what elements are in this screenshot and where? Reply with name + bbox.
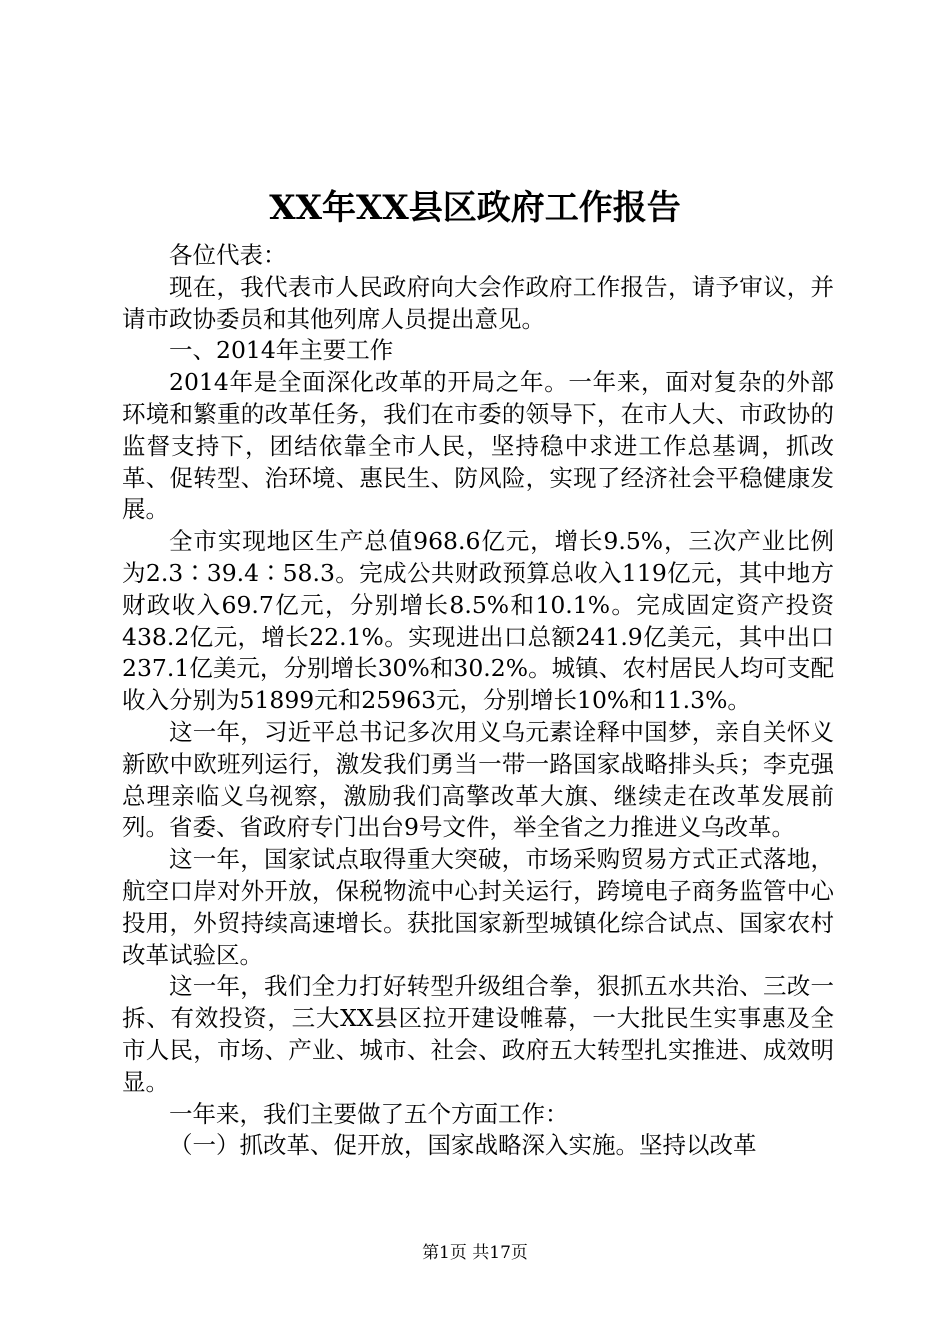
paragraph-this-year-2: 这一年，国家试点取得重大突破，市场采购贸易方式正式落地，航空口岸对外开放，保税物流中心封关运行，跨境电子商务监管中心投用，外贸持续高速增长。获批国家新型城镇化综合试点、国家农村改革试验区。	[122, 845, 834, 969]
paragraph-this-year-3: 这一年，我们全力打好转型升级组合拳，狠抓五水共治、三改一拆、有效投资，三大XX县区拉开建设帷幕，一大批民生实事惠及全市人民，市场、产业、城市、社会、政府五大转型扎实推进、成效明显。	[122, 972, 834, 1096]
paragraph-salutation: 各位代表：	[169, 241, 287, 269]
document-body	[122, 240, 834, 1162]
page-number: 第1页 共17页	[422, 1243, 528, 1263]
section-heading: 一、2014年主要工作	[169, 336, 394, 365]
paragraph-intro: 现在，我代表市人民政府向大会作政府工作报告，请予审议，并请市政协委员和其他列席人员提出意见。	[122, 272, 834, 333]
paragraph-five-aspects: 一年来，我们主要做了五个方面工作：	[169, 1099, 569, 1128]
paragraph-this-year-1: 这一年，习近平总书记多次用义乌元素诠释中国梦，亲自关怀义新欧中欧班列运行，激发我们勇当一带一路国家战略排头兵；李克强总理亲临义乌视察，激励我们高擎改革大旗、继续走在改革发展前列。省委、省政府专门出台9号文件，举全省之力推进义乌改革。	[122, 717, 834, 842]
paragraph-subsection-1: （一）抓改革、促开放，国家战略深入实施。坚持以改革	[169, 1131, 757, 1160]
paragraph-overview: 2014年是全面深化改革的开局之年。一年来，面对复杂的外部环境和繁重的改革任务，我们在市委的领导下，在市人大、市政协的监督支持下，团结依靠全市人民，坚持稳中求进工作总基调，抓改革、促转型、治环境、惠民生、防风险，实现了经济社会平稳健康发展。	[122, 368, 834, 524]
paragraph-economic-figures: 全市实现地区生产总值968.6亿元，增长9.5%，三次产业比例为2.3∶39.4∶58.3。完成公共财政预算总收入119亿元，其中地方财政收入69.7亿元，分别增长8.5%和10.1%。完成固定资产投资438.2亿元，增长22.1%。实现进出口总额241.9亿美元，其中出口237.1亿美元，分别增长30%和30.2%。城镇、农村居民人均可支配收入分别为51899元和25963元，分别增长10%和11.3%。	[122, 527, 834, 715]
page-title: XX年XX县区政府工作报告	[269, 188, 681, 228]
